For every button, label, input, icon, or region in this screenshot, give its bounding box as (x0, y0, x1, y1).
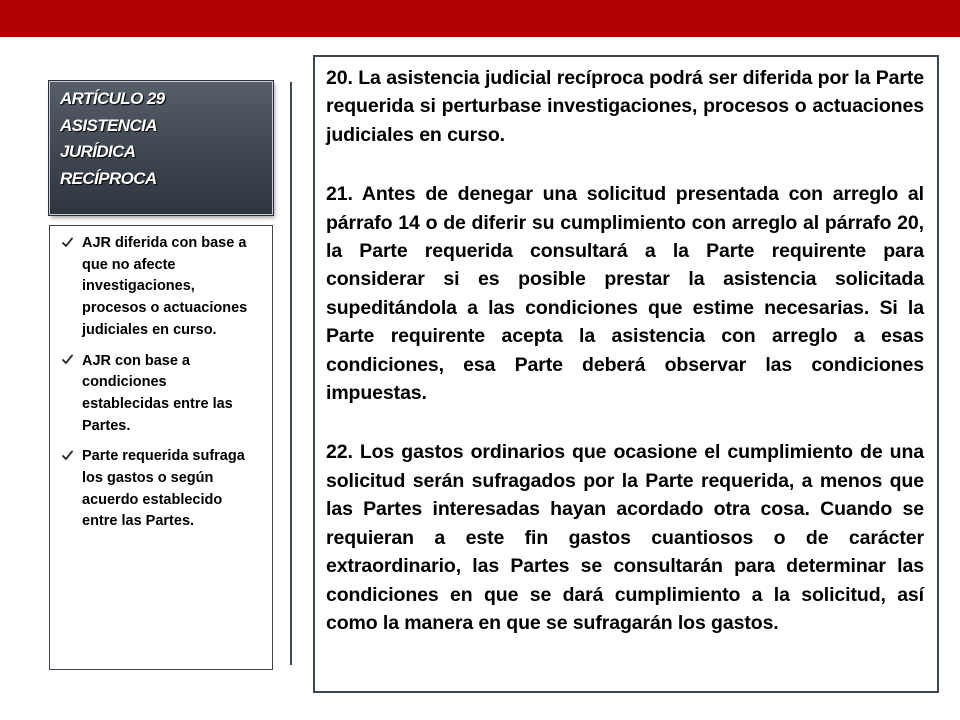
summary-bullet-item (62, 351, 264, 438)
paragraph-22: 22. Los gastos ordinarios que ocasione el cumplimiento de una solicitud serán sufragados por la Parte requerida, a menos que las Partes interesadas hayan acordado otra cosa. Cuando se requieran a este fin gastos cuantiosos o de carácter extraordinario, las Partes se consultarán para determinar las condiciones en que se dará cumplimiento a la solicitud, así como la manera en que se sufragarán los gastos. (326, 441, 924, 634)
vertical-divider (290, 82, 292, 665)
summary-bullets-box (49, 225, 273, 670)
article-title-box (49, 81, 273, 215)
summary-bullet-text: AJR con base a condiciones establecidas entre las Partes. (82, 352, 233, 434)
article-text-box (313, 55, 939, 693)
article-title-line-2: ASISTENCIA (60, 115, 157, 135)
summary-bullet-text: Parte requerida sufraga los gastos o según acuerdo establecido entre las Partes. (82, 448, 245, 530)
summary-bullet-item (62, 233, 264, 342)
paragraph-20: 20. La asistencia judicial recíproca podrá ser diferida por la Parte requerida si perturbase investigaciones, procesos o actuaciones judiciales en curso. (326, 67, 924, 146)
check-icon (62, 446, 82, 464)
article-title-line-4: RECÍPROCA (60, 168, 157, 188)
paragraph-21: 21. Antes de denegar una solicitud presentada con arreglo al párrafo 14 o de diferir su cumplimiento con arreglo al párrafo 20, la Parte requerida consultará a la Parte requirente para considerar si es posible prestar la asistencia solicitada supeditándola a las condiciones que estime necesarias. Si la Parte requirente acepta la asistencia con arreglo a esas condiciones, esa Parte deberá observar las condiciones impuestas. (326, 183, 924, 405)
summary-bullet-list (62, 233, 264, 533)
check-icon (62, 233, 82, 251)
summary-bullet-item (62, 446, 264, 533)
article-title-line-1: ARTÍCULO 29 (60, 89, 165, 108)
summary-bullet-text: AJR diferida con base a que no afecte investigaciones, procesos o actuaciones judiciales en curso. (82, 235, 248, 338)
top-accent-bar (0, 0, 960, 37)
article-title-line-3: JURÍDICA (60, 142, 136, 161)
check-icon (62, 351, 82, 369)
